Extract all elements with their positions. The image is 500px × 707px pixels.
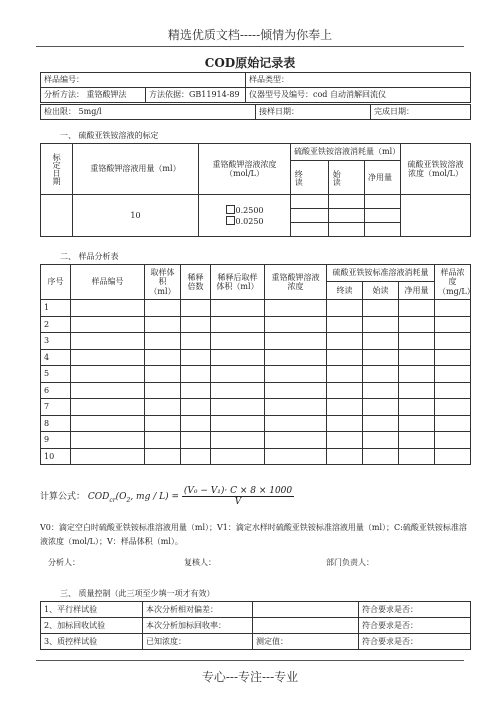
row-number: 10 xyxy=(41,448,71,465)
sample-cell[interactable] xyxy=(71,333,145,350)
sample-cell[interactable] xyxy=(71,448,145,465)
qc-extra[interactable]: 测定值： xyxy=(253,634,359,650)
info-table xyxy=(40,72,471,103)
basis-label: 方法依据： xyxy=(149,90,189,100)
sample-cell[interactable] xyxy=(265,300,327,317)
basis-cell xyxy=(146,88,246,103)
section2-heading: 二、 样品分析表 xyxy=(60,252,119,261)
variable-note: V0：滴定空白时硫酸亚铁铵标准溶液用量（ml）；V1：滴定水样时硫酸亚铁铵标准溶液用量（ml）；C:硫酸亚铁铵标准溶液浓度（mol/L）；V：样品体积（ml）。 xyxy=(40,523,467,546)
footer-divider xyxy=(36,660,464,661)
sample-cell[interactable] xyxy=(145,415,181,432)
sample-cell[interactable] xyxy=(327,415,363,432)
sample-cell[interactable] xyxy=(211,448,265,465)
sample-cell[interactable] xyxy=(211,349,265,366)
sample-cell[interactable] xyxy=(211,399,265,416)
sample-cell[interactable] xyxy=(181,366,211,383)
table-row xyxy=(41,415,471,432)
receive-date-cell[interactable] xyxy=(256,105,371,120)
qc-desc[interactable]: 本次分析加标回收率： xyxy=(143,618,253,634)
cal-fas-conc-input[interactable] xyxy=(401,195,471,237)
sample-cell[interactable] xyxy=(181,333,211,350)
cal-date-input[interactable] xyxy=(41,195,73,237)
cal-cell[interactable] xyxy=(365,209,401,223)
row-number: 4 xyxy=(41,349,71,366)
sample-cell[interactable] xyxy=(71,366,145,383)
option-0.2500[interactable]: 0.2500 xyxy=(202,205,287,215)
sample-cell[interactable] xyxy=(399,300,435,317)
sample-cell[interactable] xyxy=(327,399,363,416)
table-row xyxy=(41,432,471,449)
col-dil-vol: 稀释后取样体积（ml） xyxy=(211,265,265,300)
sample-cell[interactable] xyxy=(71,432,145,449)
method-value: 重铬酸钾法 xyxy=(86,90,127,100)
table-row xyxy=(41,366,471,383)
qc-desc[interactable]: 已知浓度： xyxy=(143,634,253,650)
table-row xyxy=(41,399,471,416)
sample-cell[interactable] xyxy=(399,349,435,366)
sample-cell[interactable] xyxy=(265,366,327,383)
qc-extra[interactable] xyxy=(253,602,359,618)
row-number: 9 xyxy=(41,432,71,449)
sample-cell[interactable] xyxy=(399,415,435,432)
sample-cell[interactable] xyxy=(435,382,471,399)
row-number: 8 xyxy=(41,415,71,432)
sample-cell[interactable] xyxy=(145,448,181,465)
sample-cell[interactable] xyxy=(265,316,327,333)
sample-cell[interactable] xyxy=(399,366,435,383)
sample-cell[interactable] xyxy=(327,349,363,366)
sample-cell[interactable] xyxy=(363,432,399,449)
col-conc: 样品浓度（mg/L） xyxy=(435,265,471,300)
limit-value: 5mg/l xyxy=(78,107,102,117)
row-number: 7 xyxy=(41,399,71,416)
cal-cell[interactable] xyxy=(329,195,365,209)
col-k-conc: 重铬酸钾溶液浓度 xyxy=(265,265,327,300)
row-number: 1 xyxy=(41,300,71,317)
sample-cell[interactable] xyxy=(399,448,435,465)
header-divider xyxy=(36,46,464,47)
col-sample-no: 样品编号 xyxy=(71,265,145,300)
page-header: 精选优质文档-----倾情为你奉上 xyxy=(167,28,333,42)
sample-cell[interactable] xyxy=(399,316,435,333)
sample-cell[interactable] xyxy=(71,316,145,333)
option-0.0250[interactable]: 0.0250 xyxy=(202,216,287,226)
sample-cell[interactable] xyxy=(265,432,327,449)
table-row xyxy=(41,448,471,465)
col-fas-std: 硫酸亚铁铵标准溶液消耗量 xyxy=(327,265,435,282)
sample-cell[interactable] xyxy=(265,399,327,416)
formula-lhs: $COD_{cr}(O_2$, mg / L) = xyxy=(87,492,179,504)
sample-cell[interactable] xyxy=(181,448,211,465)
section1-heading: 一、 硫酸亚铁铵溶液的标定 xyxy=(60,131,159,140)
formula xyxy=(40,486,294,507)
sample-cell[interactable] xyxy=(363,349,399,366)
sample-cell[interactable] xyxy=(363,333,399,350)
sample-cell[interactable] xyxy=(71,349,145,366)
sample-type-label: 样品类型： xyxy=(249,75,289,85)
row-number: 3 xyxy=(41,333,71,350)
sample-cell[interactable] xyxy=(145,333,181,350)
sample-cell[interactable] xyxy=(363,399,399,416)
sample-cell[interactable] xyxy=(265,333,327,350)
sample-no-label: 样品编号： xyxy=(44,75,84,85)
sample-table xyxy=(40,264,475,465)
sample-cell[interactable] xyxy=(327,316,363,333)
sample-type-cell[interactable] xyxy=(246,73,471,88)
row-number: 2 xyxy=(41,316,71,333)
sample-cell[interactable] xyxy=(211,382,265,399)
page-footer: 专心---专注---专业 xyxy=(201,670,299,684)
sample-cell[interactable] xyxy=(145,300,181,317)
formula-label: 计算公式： xyxy=(40,492,86,502)
sub-start: 始读 xyxy=(329,161,365,195)
sample-cell[interactable] xyxy=(181,382,211,399)
sample-cell[interactable] xyxy=(363,300,399,317)
qc-extra[interactable] xyxy=(253,618,359,634)
sample-cell[interactable] xyxy=(181,432,211,449)
sample-cell[interactable] xyxy=(363,316,399,333)
table-row xyxy=(41,382,471,399)
limit-label: 检出限： xyxy=(44,107,76,117)
sample-cell[interactable] xyxy=(327,448,363,465)
qc-row xyxy=(41,634,471,650)
col-no: 序号 xyxy=(41,265,71,300)
sample-rows xyxy=(41,300,471,465)
sample-no-cell[interactable] xyxy=(41,73,246,88)
cal-cell[interactable] xyxy=(291,209,329,223)
sample-cell[interactable] xyxy=(265,448,327,465)
qc-item: 1、平行样试验 xyxy=(41,602,143,618)
cal-conc-options xyxy=(199,195,291,237)
col-date: 标定日期 xyxy=(41,144,73,195)
sample-cell[interactable] xyxy=(145,316,181,333)
calibration-table xyxy=(40,143,471,237)
sample-cell[interactable] xyxy=(211,432,265,449)
table-row xyxy=(41,316,471,333)
sample-cell[interactable] xyxy=(211,300,265,317)
sample-cell[interactable] xyxy=(435,432,471,449)
sample-cell[interactable] xyxy=(363,415,399,432)
cal-cell[interactable] xyxy=(365,195,401,209)
table-row xyxy=(41,333,471,350)
sample-cell[interactable] xyxy=(145,349,181,366)
col-fas-conc: 硫酸亚铁铵溶液浓度（mol/L） xyxy=(401,144,471,195)
qc-result[interactable]: 符合要求是否： xyxy=(359,634,471,650)
instrument-cell xyxy=(246,88,471,103)
sample-cell[interactable] xyxy=(363,448,399,465)
sample-cell[interactable] xyxy=(399,432,435,449)
qc-result[interactable]: 符合要求是否： xyxy=(359,602,471,618)
sample-cell[interactable] xyxy=(327,432,363,449)
cal-vol-value: 10 xyxy=(73,195,199,237)
sample-cell[interactable] xyxy=(363,382,399,399)
reviewer-signature[interactable]: 复核人： xyxy=(184,558,216,567)
col-k2cr2o7-vol: 重铬酸钾溶液用量（ml） xyxy=(73,144,199,195)
basis-value: GB11914-89 xyxy=(189,90,240,100)
sample-cell[interactable] xyxy=(181,415,211,432)
qc-desc[interactable]: 本次分析相对偏差： xyxy=(143,602,253,618)
sample-cell[interactable] xyxy=(211,366,265,383)
sample-cell[interactable] xyxy=(71,399,145,416)
qc-row xyxy=(41,618,471,634)
sample-cell[interactable] xyxy=(181,300,211,317)
sample-cell[interactable] xyxy=(265,382,327,399)
sample-cell[interactable] xyxy=(327,382,363,399)
qc-item: 2、加标回收试验 xyxy=(41,618,143,634)
sample-cell[interactable] xyxy=(145,382,181,399)
cal-cell[interactable] xyxy=(291,195,329,209)
info-table-2 xyxy=(40,104,471,120)
formula-fraction xyxy=(182,486,294,507)
cal-cell[interactable] xyxy=(291,223,329,237)
row-number: 6 xyxy=(41,382,71,399)
sample-cell[interactable] xyxy=(399,382,435,399)
method-cell xyxy=(41,88,146,103)
row-number: 5 xyxy=(41,366,71,383)
sample-cell[interactable] xyxy=(71,382,145,399)
receive-date-label: 接样日期： xyxy=(259,107,299,117)
done-date-cell[interactable] xyxy=(371,105,471,120)
sample-cell[interactable] xyxy=(435,349,471,366)
sub-net: 净用量 xyxy=(365,161,401,195)
qc-row xyxy=(41,602,471,618)
sub-end: 终读 xyxy=(327,282,363,300)
analyst-signature[interactable]: 分析人： xyxy=(48,558,80,567)
sub-end: 终读 xyxy=(291,161,329,195)
sub-net: 净用量 xyxy=(399,282,435,300)
col-volume: 取样体积（ml） xyxy=(145,265,181,300)
head-signature[interactable]: 部门负责人： xyxy=(326,558,374,567)
instrument-label: 仪器型号及编号： xyxy=(249,90,313,100)
cal-cell[interactable] xyxy=(365,223,401,237)
col-fas-consume: 硫酸亚铁铵溶液消耗量（ml） xyxy=(291,144,401,161)
sample-cell[interactable] xyxy=(435,399,471,416)
sample-cell[interactable] xyxy=(211,316,265,333)
qc-result[interactable]: 符合要求是否： xyxy=(359,618,471,634)
done-date-label: 完成日期： xyxy=(374,107,414,117)
sample-cell[interactable] xyxy=(327,300,363,317)
sample-cell[interactable] xyxy=(435,415,471,432)
cal-cell[interactable] xyxy=(329,209,365,223)
sub-start: 始读 xyxy=(363,282,399,300)
sample-cell[interactable] xyxy=(71,300,145,317)
sample-cell[interactable] xyxy=(181,349,211,366)
sample-cell[interactable] xyxy=(181,316,211,333)
section3-heading: 三、 质量控制（此三项至少填一项才有效） xyxy=(60,589,215,598)
table-row xyxy=(41,349,471,366)
sample-cell[interactable] xyxy=(145,399,181,416)
sample-cell[interactable] xyxy=(435,316,471,333)
col-dilution: 稀释倍数 xyxy=(181,265,211,300)
sample-cell[interactable] xyxy=(181,399,211,416)
sample-cell[interactable] xyxy=(435,333,471,350)
sample-cell[interactable] xyxy=(145,432,181,449)
qc-item: 3、质控样试验 xyxy=(41,634,143,650)
col-k2cr2o7-conc: 重铬酸钾溶液浓度（mol/L） xyxy=(199,144,291,195)
sample-cell[interactable] xyxy=(145,366,181,383)
qc-table xyxy=(40,601,471,650)
sample-cell[interactable] xyxy=(211,415,265,432)
sample-cell[interactable] xyxy=(211,333,265,350)
sample-cell[interactable] xyxy=(327,366,363,383)
sample-cell[interactable] xyxy=(327,333,363,350)
qc-rows xyxy=(41,602,471,650)
sample-cell[interactable] xyxy=(399,399,435,416)
sample-cell[interactable] xyxy=(435,448,471,465)
limit-cell xyxy=(41,105,256,120)
method-label: 分析方法： xyxy=(44,90,84,100)
instrument-value: cod 自动消解回流仪 xyxy=(313,90,386,100)
checkbox-icon[interactable] xyxy=(226,205,235,214)
checkbox-icon[interactable] xyxy=(226,216,235,225)
formula-denominator: V xyxy=(234,497,242,507)
sample-cell[interactable] xyxy=(399,333,435,350)
sample-cell[interactable] xyxy=(435,366,471,383)
sample-cell[interactable] xyxy=(435,300,471,317)
formula-numerator: (V₀ − V₁)· C × 8 × 1000 xyxy=(183,486,293,496)
sample-cell[interactable] xyxy=(71,415,145,432)
sample-cell[interactable] xyxy=(363,366,399,383)
form-title: COD原始记录表 xyxy=(204,56,296,70)
sample-cell[interactable] xyxy=(265,415,327,432)
table-row xyxy=(41,300,471,317)
sample-cell[interactable] xyxy=(265,349,327,366)
cal-cell[interactable] xyxy=(329,223,365,237)
